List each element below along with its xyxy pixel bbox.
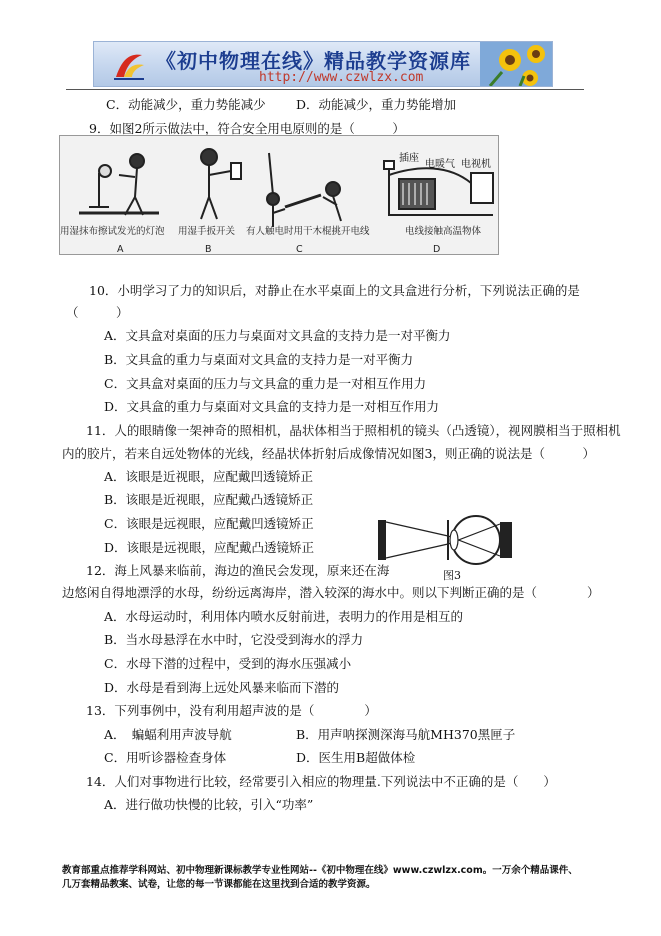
q12-option-c: C．水母下潜的过程中，受到的海水压强减小 <box>104 656 352 671</box>
header-banner <box>93 41 553 87</box>
q11-option-d: D．该眼是远视眼，应配戴凸透镜矫正 <box>104 540 315 555</box>
figure-3-eye-diagram <box>378 512 518 568</box>
q10-stem-line2: （ ） <box>66 305 129 320</box>
fig2-label-tv: 电视机 <box>461 159 491 170</box>
fig2-label-socket: 插座 <box>399 153 419 164</box>
site-logo-icon <box>112 49 146 81</box>
fig3-caption: 图3 <box>443 569 461 582</box>
q14-stem: 14．人们对事物进行比较，经常要引入相应的物理量.下列说法中不正确的是（ ） <box>86 774 556 789</box>
banner-url[interactable]: http://www.czwlzx.com <box>259 70 424 85</box>
q12-stem-line2: 边悠闲自得地漂浮的水母，纷纷远离海岸，潜入较深的海水中。则以下判断正确的是（ ） <box>62 585 600 600</box>
fig2-caption-a: 用湿抹布擦试发光的灯泡 <box>60 226 165 237</box>
fig2-letter-c: C <box>296 244 303 255</box>
banner-title: 《初中物理在线》精品教学资源库 <box>156 49 471 73</box>
q9-stem: 9．如图2所示做法中，符合安全用电原则的是（ ） <box>89 121 405 136</box>
q13-option-b: B．用声呐探测深海马航MH370黑匣子 <box>296 727 516 742</box>
footer-line-2: 几万套精品教案、试卷，让您的每一节课都能在这里找到合适的教学资源。 <box>62 879 376 890</box>
q10-option-d: D．文具盒的重力与桌面对文具盒的支持力是一对相互作用力 <box>104 399 440 414</box>
q13-option-d: D．医生用B超做体检 <box>296 750 416 765</box>
fig2-letter-b: B <box>205 244 212 255</box>
q11-option-c: C．该眼是远视眼，应配戴凹透镜矫正 <box>104 516 314 531</box>
sunflower-icon <box>480 42 552 86</box>
q13-stem: 13．下列事例中，没有利用超声波的是（ ） <box>86 703 377 718</box>
q13-option-c: C．用听诊器检查身体 <box>104 750 227 765</box>
footer-line-1: 教育部重点推荐学科网站、初中物理新课标教学专业性网站--《初中物理在线》www.czwlzx.com。一万余个精品课件、 <box>62 865 578 876</box>
q12-option-a: A．水母运动时，利用体内喷水反射前进，表明力的作用是相互的 <box>104 609 464 624</box>
q12-option-b: B．当水母悬浮在水中时，它没受到海水的浮力 <box>104 632 364 647</box>
q11-stem-line2: 内的胶片，若来自远处物体的光线，经晶状体折射后成像情况如图3，则正确的说法是（ ） <box>62 446 595 461</box>
q11-stem-line1: 11．人的眼睛像一架神奇的照相机，晶状体相当于照相机的镜头（凸透镜），视网膜相当于照相机 <box>86 423 621 438</box>
q8-option-c: C．动能减少，重力势能减少 <box>106 97 266 112</box>
q14-option-a: A．进行做功快慢的比较，引入“功率” <box>104 797 314 812</box>
q12-option-d: D．水母是看到海上远处风暴来临而下潜的 <box>104 680 340 695</box>
fig2-caption-c: 有人触电时用干木棍挑开电线 <box>246 226 370 237</box>
header-rule <box>66 89 584 90</box>
q10-option-c: C．文具盒对桌面的压力与文具盒的重力是一对相互作用力 <box>104 376 427 391</box>
q10-stem-line1: 10．小明学习了力的知识后，对静止在水平桌面上的文具盒进行分析，下列说法正确的是 <box>89 283 580 298</box>
q10-option-b: B．文具盒的重力与桌面对文具盒的支持力是一对平衡力 <box>104 352 414 367</box>
fig2-letter-a: A <box>117 244 124 255</box>
fig2-caption-d: 电线接触高温物体 <box>405 226 482 237</box>
q13-option-a: A． 蝙蝠利用声波导航 <box>104 727 232 742</box>
q11-option-a: A．该眼是近视眼，应配戴凹透镜矫正 <box>104 469 314 484</box>
fig2-caption-b: 用湿手扳开关 <box>178 226 236 237</box>
q8-option-d: D．动能减少，重力势能增加 <box>296 97 457 112</box>
q12-stem-line1: 12．海上风暴来临前，海边的渔民会发现，原来还在海 <box>86 563 390 578</box>
q11-option-b: B．该眼是近视眼，应配戴凸透镜矫正 <box>104 492 314 507</box>
fig2-letter-d: D <box>433 244 441 255</box>
fig2-label-heater: 电暖气 <box>425 159 455 170</box>
q10-option-a: A．文具盒对桌面的压力与桌面对文具盒的支持力是一对平衡力 <box>104 328 451 343</box>
figure-2-safety-illustration <box>59 135 499 255</box>
